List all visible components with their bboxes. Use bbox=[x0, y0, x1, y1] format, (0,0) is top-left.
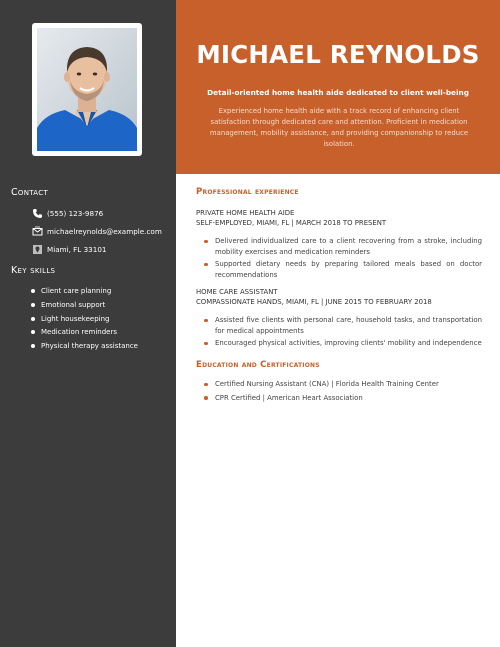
header-banner bbox=[176, 0, 500, 174]
contact-email[interactable] bbox=[32, 225, 162, 237]
contact-phone[interactable] bbox=[32, 207, 103, 219]
candidate-name: MICHAEL REYNOLDS bbox=[196, 40, 480, 69]
phone-icon bbox=[32, 208, 43, 219]
skills-heading: Key skills bbox=[11, 265, 56, 276]
profile-photo bbox=[37, 28, 137, 151]
experience-heading: Professional experience bbox=[196, 187, 299, 197]
skill-item: Emotional support bbox=[30, 299, 138, 313]
skill-item: Light housekeeping bbox=[30, 313, 138, 327]
education-heading: Education and Certifications bbox=[196, 360, 320, 370]
tagline: Detail-oriented home health aide dedicated to client well-being bbox=[207, 88, 469, 97]
contact-email-text: michaelreynolds@example.com bbox=[47, 226, 162, 236]
skill-item: Client care planning bbox=[30, 285, 138, 299]
contact-location-text: Miami, FL 33101 bbox=[47, 244, 107, 254]
job-bullet: Delivered individualized care to a client recovering from a stroke, including mobility exercises and medication reminders bbox=[196, 236, 482, 258]
skills-list bbox=[30, 285, 138, 354]
location-icon bbox=[32, 244, 43, 255]
education-item: CPR Certified | American Heart Association bbox=[196, 393, 482, 404]
contact-heading: Contact bbox=[11, 187, 49, 198]
skill-item: Physical therapy assistance bbox=[30, 340, 138, 354]
contact-location bbox=[32, 243, 106, 255]
job-bullet: Supported dietary needs by preparing tailored meals based on doctor recommendations bbox=[196, 259, 482, 281]
job-meta: COMPASSIONATE HANDS, MIAMI, FL | JUNE 2015 TO FEBRUARY 2018 bbox=[196, 298, 432, 306]
education-list bbox=[196, 379, 482, 405]
job-meta: SELF-EMPLOYED, MIAMI, FL | MARCH 2018 TO PRESENT bbox=[196, 219, 387, 227]
contact-phone-text: (555) 123-9876 bbox=[47, 208, 104, 218]
sidebar bbox=[0, 0, 176, 647]
job-bullets bbox=[196, 236, 482, 282]
mail-icon bbox=[32, 226, 43, 237]
job-bullets bbox=[196, 315, 482, 350]
job-title: PRIVATE HOME HEALTH AIDE bbox=[196, 209, 295, 217]
profile-photo-frame bbox=[32, 23, 142, 156]
summary: Experienced home health aide with a track record of enhancing client satisfaction through dedicated care and attention. Proficient in medication management, mobility assistance, and providing companionship to reduce isolation. bbox=[209, 107, 469, 148]
job-bullet: Encouraged physical activities, improving clients' mobility and independence bbox=[196, 338, 482, 349]
job-bullet: Assisted five clients with personal care, household tasks, and transportation for medical appointments bbox=[196, 315, 482, 337]
job-title: HOME CARE ASSISTANT bbox=[196, 288, 278, 296]
education-item: Certified Nursing Assistant (CNA) | Florida Health Training Center bbox=[196, 379, 482, 390]
skill-item: Medication reminders bbox=[30, 326, 138, 340]
